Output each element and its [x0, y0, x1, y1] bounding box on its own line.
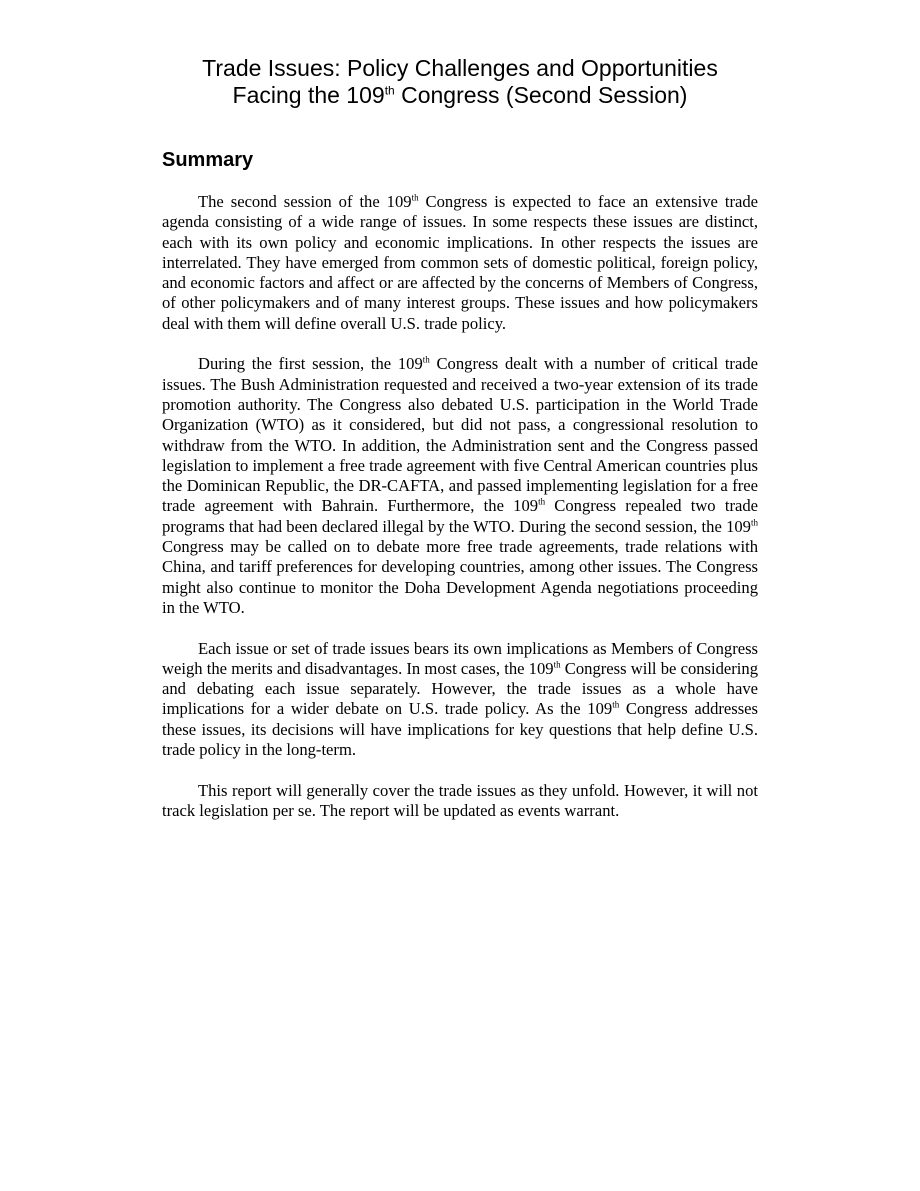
summary-paragraph-3: Each issue or set of trade issues bears its own implications as Members of Congress weigh the merits and disadvantages. In most cases, the 109th Congress will be considering and debating each issue separately. However, the trade issues as a whole have implications for a wider debate on U.S. trade policy. As the 109th Congress addresses these issues, its decisions will have implications for key questions that help define U.S. trade policy in the long-term.: [162, 638, 759, 760]
summary-paragraph-1: The second session of the 109th Congress is expected to face an extensive trade agenda consisting of a wide range of issues. In some respects these issues are distinct, each with its own policy and economic implications. In other respects the issues are interrelated. They have emerged from common sets of domestic political, foreign policy, and economic factors and affect or are affected by the concerns of Members of Congress, of other policymakers and of many interest groups. These issues and how policymakers deal with them will define overall U.S. trade policy.: [162, 192, 759, 333]
title-line-2-text-end: Congress (Second Session): [394, 82, 688, 108]
title-line-1: Trade Issues: Policy Challenges and Opportunities: [202, 55, 718, 81]
title-line-2-text: Facing the 109: [232, 82, 385, 108]
summary-paragraph-4: This report will generally cover the trade issues as they unfold. However, it will not track legislation per se. The report will be updated as events warrant.: [162, 780, 758, 820]
summary-paragraph-2: During the first session, the 109th Congress dealt with a number of critical trade issues. The Bush Administration requested and received a two-year extension of its trade promotion authority. The Congress also debated U.S. participation in the World Trade Organization (WTO) as it considered, but did not pass, a congressional resolution to withdraw from the WTO. In addition, the Administration sent and the Congress passed legislation to implement a free trade agreement with five Central American countries plus the Dominican Republic, the DR-CAFTA, and passed implementing legislation for a free trade agreement with Bahrain. Furthermore, the 109th Congress repealed two trade programs that had been declared illegal by the WTO. During the second session, the 109th Congress may be called on to debate more free trade agreements, trade relations with China, and tariff preferences for developing countries, among other issues. The Congress might also continue to monitor the Doha Development Agenda negotiations proceeding in the WTO.: [162, 354, 758, 617]
document-title: [0, 55, 920, 109]
title-ordinal-suffix: th: [384, 83, 395, 98]
summary-heading: Summary: [162, 149, 254, 171]
summary-body: [162, 192, 758, 842]
title-line-2: [233, 82, 688, 108]
